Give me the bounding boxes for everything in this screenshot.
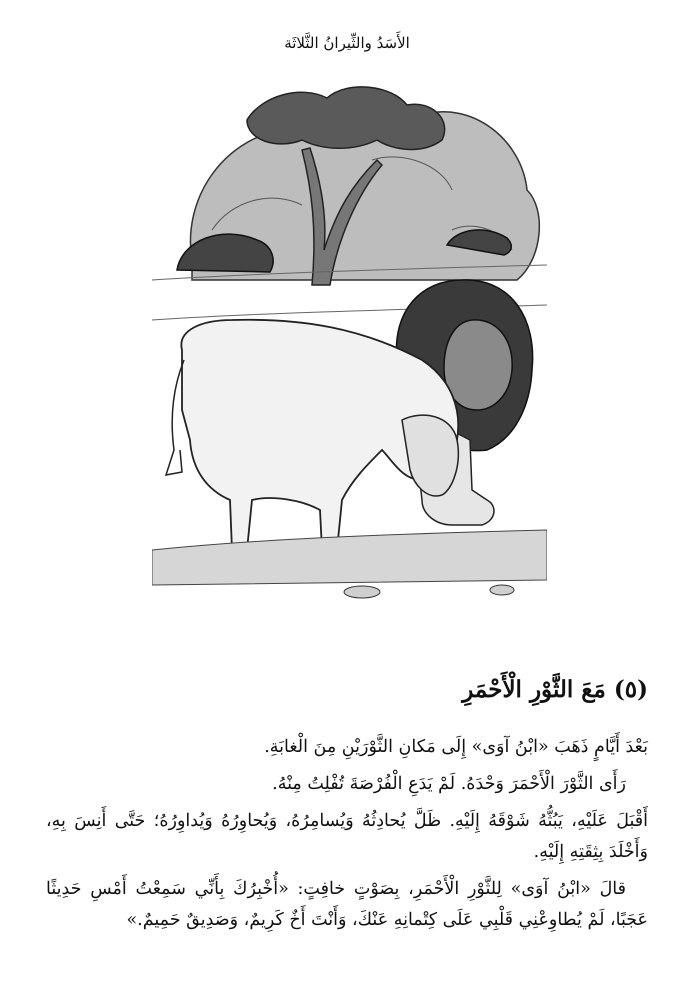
- chapter-title: (٥) مَعَ الثَّوْرِ الْأَحْمَرِ: [462, 676, 648, 703]
- lion-and-bull-illustration: [152, 80, 547, 605]
- paragraph-1: بَعْدَ أَيَّامٍ ذَهَبَ «ابْنُ آوَى» إِلَى مَكانِ الثَّوْرَيْنِ مِنَ الْغابَةِ.: [264, 737, 648, 757]
- paragraph-4: قالَ «ابْنُ آوَى» لِلثَّوْرِ الْأَحْمَرِ، بِصَوْتٍ خافِتٍ: «أُخْبِرُكَ بِأَنِّي سَمِعْتُ أَمْسِ حَدِيثًا عَجَبًا، لَمْ يُطاوِعْنِي قَلْبِي عَلَى كِتْمانِهِ عَنْكَ، وَأَنْتَ أَخٌ كَرِيمٌ، وَصَدِيقٌ حَمِيمٌ.»: [46, 879, 648, 930]
- paragraph-2: رَأَى الثَّوْرَ الْأَحْمَرَ وَحْدَهُ. لَمْ يَدَعِ الْفُرْصَةَ تُفْلِتُ مِنْهُ.: [272, 774, 626, 794]
- paragraph-3: أَقْبَلَ عَلَيْهِ، يَبُثُّهُ شَوْقَهُ إِلَيْهِ. ظَلَّ يُحادِثُهُ وَيُسامِرُهُ، وَيُحاوِرُهُ وَيُداوِرُهُ؛ حَتَّى أَنِسَ بِهِ، وَأَخْلَدَ بِثِقَتِهِ إِلَيْهِ.: [46, 811, 648, 862]
- chapter-body: [46, 732, 648, 942]
- running-head: الأَسَدُ والثِّيرانُ الثَّلاثَة: [284, 34, 410, 52]
